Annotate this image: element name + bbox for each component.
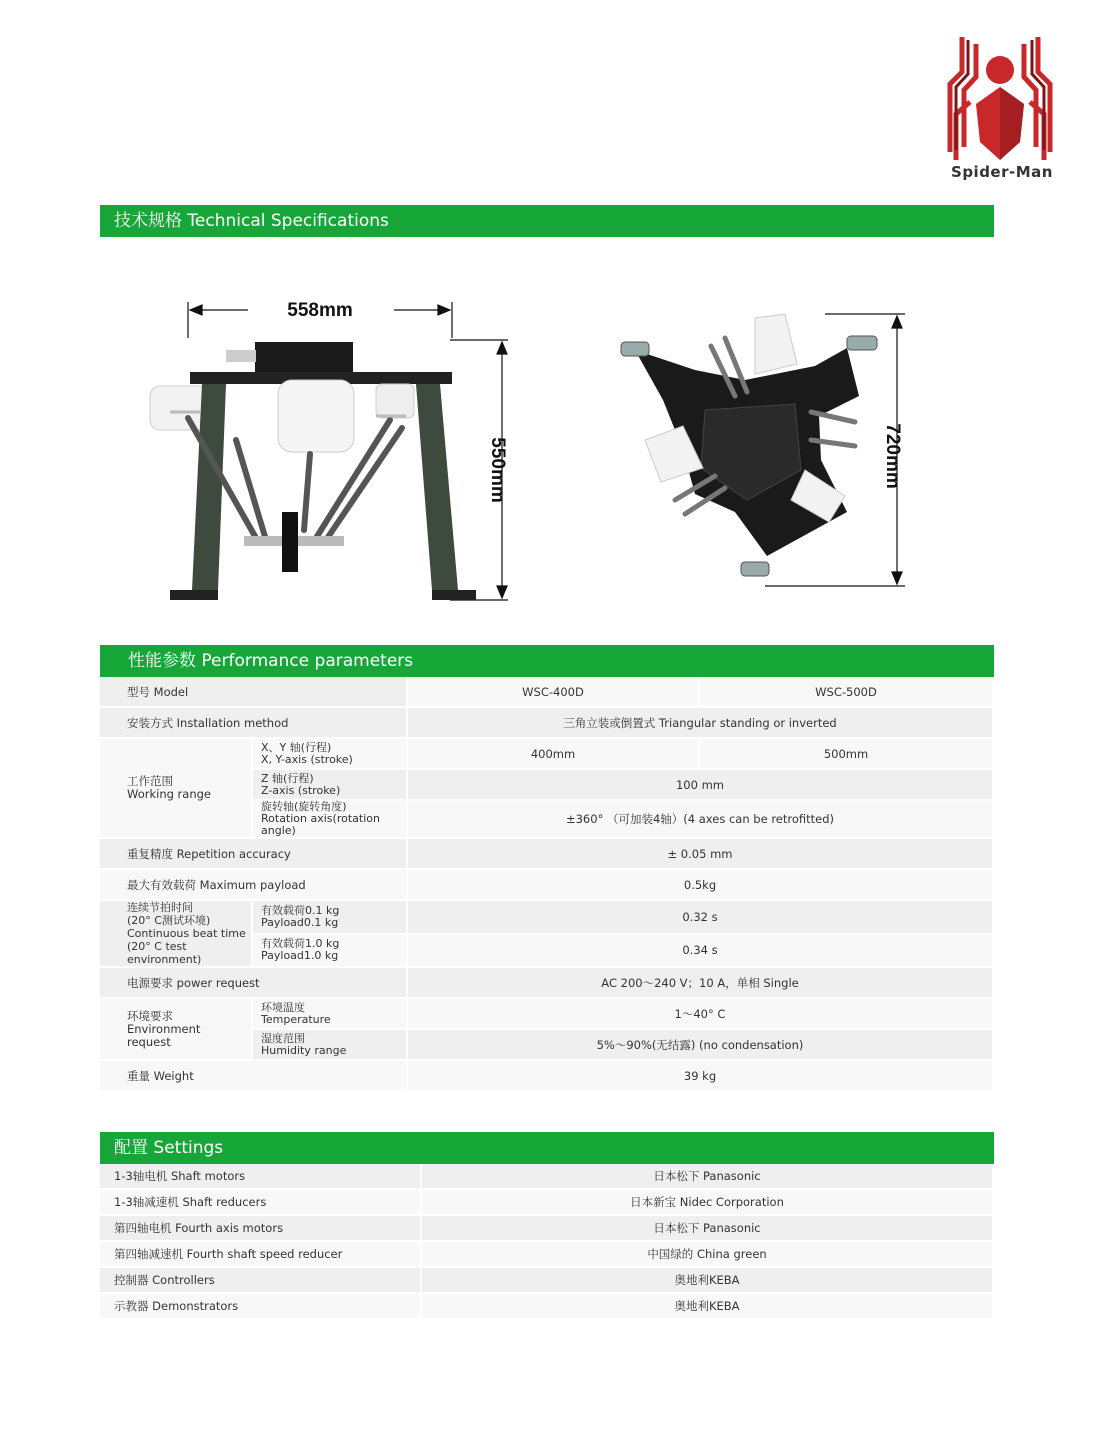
table-row <box>100 1190 994 1216</box>
install-label: 安装方式 Installation method <box>100 708 408 739</box>
environment-label: 环境要求 Environment request <box>100 999 253 1061</box>
width-dimension: 558mm <box>287 300 353 321</box>
settings-label: 第四轴电机 Fourth axis motors <box>100 1216 422 1242</box>
table-row <box>100 1061 994 1092</box>
table-row <box>100 999 994 1030</box>
table-row <box>100 739 994 770</box>
section-technical-specifications: 技术规格 Technical Specifications <box>100 205 994 237</box>
accuracy-value: ± 0.05 mm <box>408 839 994 870</box>
beat-payload-10-label: 有效载荷1.0 kg Payload1.0 kg <box>253 935 408 969</box>
height-dimension: 550mm <box>487 437 508 503</box>
settings-value: 日本松下 Panasonic <box>422 1216 994 1242</box>
working-range-label: 工作范围 Working range <box>100 739 253 839</box>
xy-axis-label: X、Y 轴(行程) X, Y-axis (stroke) <box>253 739 408 770</box>
section-settings: 配置 Settings <box>100 1132 994 1164</box>
spider-man-logo <box>940 22 1060 182</box>
table-row <box>100 1216 994 1242</box>
beat-time-label: 连续节拍时间 (20° C测试环境) Continuous beat time (20° C test environment) <box>100 901 253 968</box>
table-row <box>100 901 994 935</box>
performance-table <box>100 677 994 1092</box>
table-row <box>100 1164 994 1190</box>
settings-table <box>100 1164 994 1320</box>
settings-value: 奥地利KEBA <box>422 1268 994 1294</box>
beat-payload-01-value: 0.32 s <box>408 901 994 935</box>
xy-axis-value-a: 400mm <box>408 739 700 770</box>
settings-label: 第四轴减速机 Fourth shaft speed reducer <box>100 1242 422 1268</box>
temperature-label: 环境温度 Temperature <box>253 999 408 1030</box>
table-row <box>100 1242 994 1268</box>
weight-value: 39 kg <box>408 1061 994 1092</box>
z-axis-value: 100 mm <box>408 770 994 801</box>
table-row <box>100 870 994 901</box>
settings-value: 日本新宝 Nidec Corporation <box>422 1190 994 1216</box>
power-label: 电源要求 power request <box>100 968 408 999</box>
power-value: AC 200～240 V；10 A，单相 Single <box>408 968 994 999</box>
settings-value: 中国绿的 China green <box>422 1242 994 1268</box>
table-row <box>100 968 994 999</box>
rotation-axis-label: 旋转轴(旋转角度) Rotation axis(rotation angle) <box>253 801 408 839</box>
table-row <box>100 1268 994 1294</box>
payload-value: 0.5kg <box>408 870 994 901</box>
temperature-value: 1～40° C <box>408 999 994 1030</box>
table-row <box>100 1294 994 1320</box>
robot-front-view <box>140 290 520 610</box>
settings-value: 日本松下 Panasonic <box>422 1164 994 1190</box>
settings-value: 奥地利KEBA <box>422 1294 994 1320</box>
settings-label: 1-3轴电机 Shaft motors <box>100 1164 422 1190</box>
xy-axis-value-b: 500mm <box>700 739 994 770</box>
robot-top-view <box>615 300 915 600</box>
model-b: WSC-500D <box>700 677 994 708</box>
diameter-dimension: 720mm <box>882 423 903 489</box>
settings-label: 1-3轴减速机 Shaft reducers <box>100 1190 422 1216</box>
humidity-value: 5%～90%(无结露) (no condensation) <box>408 1030 994 1061</box>
table-row <box>100 677 994 708</box>
beat-payload-10-value: 0.34 s <box>408 935 994 969</box>
beat-payload-01-label: 有效载荷0.1 kg Payload0.1 kg <box>253 901 408 935</box>
z-axis-label: Z 轴(行程) Z-axis (stroke) <box>253 770 408 801</box>
payload-label: 最大有效载荷 Maximum payload <box>100 870 408 901</box>
weight-label: 重量 Weight <box>100 1061 408 1092</box>
settings-label: 示教器 Demonstrators <box>100 1294 422 1320</box>
install-value: 三角立装或倒置式 Triangular standing or inverted <box>408 708 994 739</box>
accuracy-label: 重复精度 Repetition accuracy <box>100 839 408 870</box>
table-row <box>100 708 994 739</box>
table-row <box>100 839 994 870</box>
model-a: WSC-400D <box>408 677 700 708</box>
logo-text: Spider-Man <box>951 163 1053 181</box>
section-performance-parameters: 性能参数 Performance parameters <box>100 645 994 677</box>
model-label: 型号 Model <box>100 677 408 708</box>
settings-label: 控制器 Controllers <box>100 1268 422 1294</box>
humidity-label: 湿度范围 Humidity range <box>253 1030 408 1061</box>
rotation-axis-value: ±360° （可加装4轴）(4 axes can be retrofitted) <box>408 801 994 839</box>
